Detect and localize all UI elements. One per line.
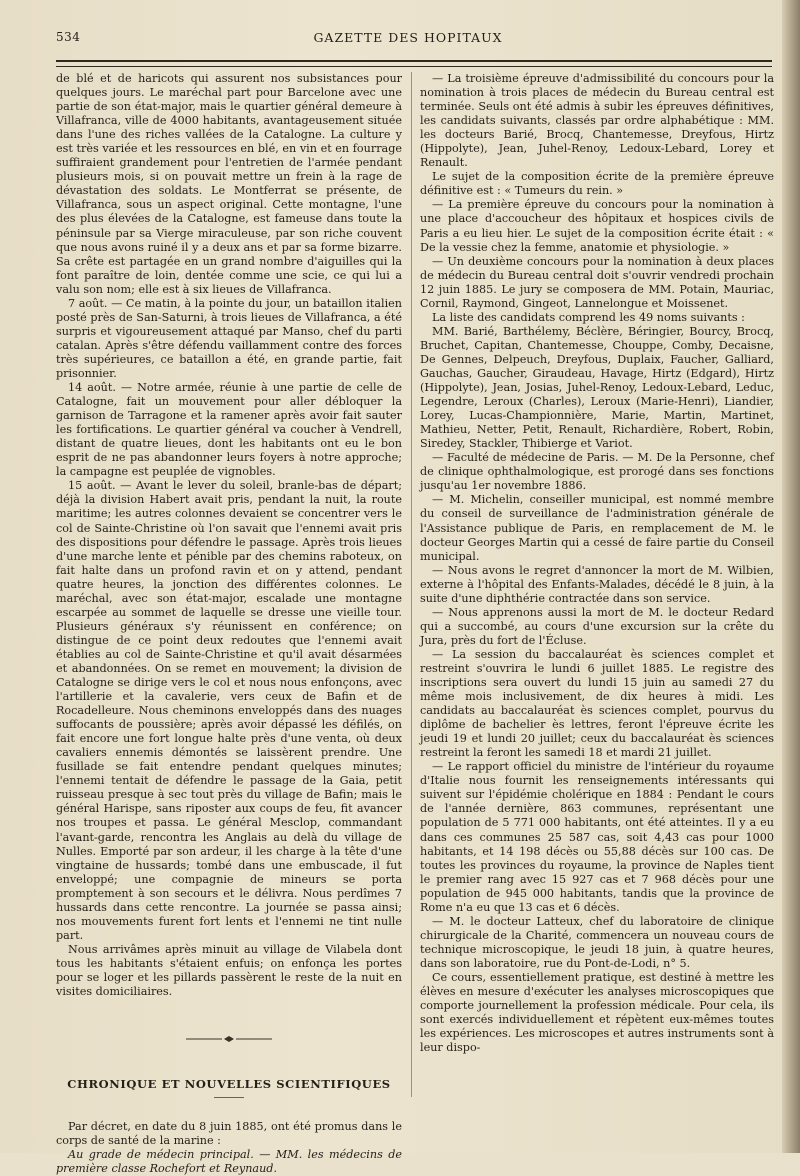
news-paragraph: Ce cours, essentiellement pratique, est destiné à mettre les élèves en mesure d'exécuter les analyses microscopiques que comporte journellement la profession médicale. Pour cela, ils sont exercés individuellement et répètent eux-mêmes toutes les expériences. Les microscopes et autres instruments sont à leur dispo- <box>420 971 774 1055</box>
candidate-list: MM. Barié, Barthélemy, Béclère, Béringier, Bourcy, Brocq, Bruchet, Capitan, Chantemesse, Chouppe, Comby, Decaisne, De Gennes, Delpeuch, Dreyfous, Duplaix, Faucher, Galliard, Gauchas, Gaucher, Giraudeau, Havage, Hirtz (Edgard), Hirtz (Hippolyte), Jean, Josias, Juhel-Renoy, Ledoux-Lebard, Leduc, Legendre, Leroux (Charles), Leroux (Marie-Henri), Liandier, Lorey, Lucas-Championnière, Marie, Martin, Martinet, Mathieu, Netter, Petit, Renault, Richardière, Robert, Robin, Siredey, Stackler, Thibierge et Variot. <box>420 324 774 451</box>
column-divider <box>411 72 412 1097</box>
news-paragraph: — La première épreuve du concours pour la nomination à une place d'accoucheur des hôpitaux et hospices civils de Paris a eu lieu hier. Le sujet de la composition écrite était : « De la vessie chez la femme, anatomie et physiologie. » <box>420 198 774 254</box>
section-title: CHRONIQUE ET NOUVELLES SCIENTIFIQUES <box>67 1077 391 1092</box>
news-paragraph: — M. le docteur Latteux, chef du laboratoire de clinique chirurgicale de la Charité, commencera un nouveau cours de technique microscopique, le jeudi 18 juin, à quatre heures, dans son laboratoire, rue du Pont-de-Lodi, n° 5. <box>420 914 774 970</box>
page-binding-edge <box>782 0 800 1153</box>
news-paragraph: — Le rapport officiel du ministre de l'intérieur du royaume d'Italie nous fournit les renseignements intéressants qui suivent sur l'épidémie cholérique en 1884 : Pendant le cours de l'année dernière, 863 communes, représentant une population de 5 771 000 habitants, ont été atteintes. Il y a eu dans ces communes 25 587 cas, soit 4,43 cas pour 1000 habitants, et 14 198 décès ou 55,88 décès sur 100 cas. De toutes les provinces du royaume, la province de Naples tient le premier rang avec 15 927 cas et 7 968 décès pour une population de 945 000 habitants, tandis que la province de Rome n'a eu que 13 cas et 6 décès. <box>420 760 774 914</box>
page-number: 534 <box>56 30 81 44</box>
news-paragraph: — Nous avons le regret d'annoncer la mort de M. Wilbien, externe à l'hôpital des Enfants-Malades, décédé le 8 juin, à la suite d'une diphthérie contractée dans son service. <box>420 563 774 605</box>
news-paragraph: — M. Michelin, conseiller municipal, est nommé membre du conseil de surveillance de l'administration générale de l'Assistance publique de Paris, en remplacement de M. le docteur Georges Martin qui a cessé de faire partie du Conseil municipal. <box>420 493 774 563</box>
news-paragraph: — Nous apprenons aussi la mort de M. le docteur Redard qui a succombé, au cours d'une excursion sur la crête du Jura, près du fort de l'Écluse. <box>420 605 774 647</box>
news-paragraph: La liste des candidats comprend les 49 noms suivants : <box>432 310 745 324</box>
promotion-paragraph: Au grade de médecin principal. — MM. les médecins de première classe Rochefort et Reynaud. <box>56 1148 402 1176</box>
news-paragraph: — La session du baccalauréat ès sciences complet et restreint s'ouvrira le lundi 6 juillet 1885. Le registre des inscriptions sera ouvert du lundi 15 juin au samedi 27 du même mois inclusivement, de dix heures à midi. Les candidats au baccalauréat ès sciences complet, pourvus du diplôme de bachelier ès lettres, feront l'épreuve écrite les jeudi 19 et lundi 20 juillet; ceux du baccalauréat ès sciences restreint la feront les samedi 18 et mardi 21 juillet. <box>420 647 774 760</box>
article-paragraph: 15 août. — Avant le lever du soleil, branle-bas de départ; déjà la division Habert avait pris, pendant la nuit, la route maritime; les autres colonnes devaient se concentrer vers le col de Sainte-Christine où l'on savait que l'ennemi avait pris des dispositions pour défendre le passage. Après trois lieues d'une marche lente et pénible par des chemins raboteux, on fait halte dans un profond ravin et on y attend, pendant quatre heures, la jonction des différentes colonnes. Le maréchal, avec son état-major, escalade une montagne escarpée au sommet de laquelle se dresse une vieille tour. Plusieurs généraux s'y réunissent en conférence; on distingue de ce point deux redoutes que l'ennemi avait établies au col de Sainte-Christine et qu'il avait désarmées et abandonnées. On se remet en mouvement; la division de Catalogne se dirige vers le col et nous nous enfonçons, avec l'artillerie et la cavalerie, vers ceux de Bafin et de Rocadelleure. Nous cheminons enveloppés dans des nuages suffocants de poussière; après avoir dépassé les défilés, on fait encore une fort longue halte près d'une venta, où deux cavaliers ennemis démontés se laissèrent prendre. Une fusillade se fait entendre pendant quelques minutes; l'ennemi tentait de défendre le passage de la Gaia, petit ruisseau presque à sec tout près du village de Bafin; mais le général Harispe, sans riposter aux coups de feu, fit avancer nos troupes et passa. Le général Mesclop, commandant l'avant-garde, rencontra les Anglais au delà du village de Nulles. Emporté par son ardeur, il les charge à la tête d'une vingtaine de hussards; tombé dans une embuscade, il fut enveloppé; une compagnie de mineurs se porta promptement à son secours et le délivra. Nous perdîmes 7 hussards dans cette rencontre. La journée se passa ainsi; nos mouvements furent fort lents et l'ennemi ne tint nulle part. <box>56 479 402 942</box>
news-paragraph: — Un deuxième concours pour la nomination à deux places de médecin du Bureau central doit s'ouvrir vendredi prochain 12 juin 1885. Le jury se composera de MM. Potain, Mauriac, Cornil, Raymond, Gingeot, Lannelongue et Moissenet. <box>420 254 774 310</box>
header-rule <box>56 60 772 67</box>
ornament-separator <box>184 1035 274 1043</box>
news-paragraph: — La troisième épreuve d'admissibilité du concours pour la nomination à trois places de médecin du Bureau central est terminée. Seuls ont été admis à subir les épreuves définitives, les candidats suivants, classés par ordre alphabétique : MM. les docteurs Barié, Brocq, Chantemesse, Dreyfous, Hirtz (Hippolyte), Jean, Juhel-Renoy, Ledoux-Lebard, Lorey et Renault. <box>420 72 774 170</box>
article-paragraph: 14 août. — Notre armée, réunie à une partie de celle de Catalogne, fait un mouvement pour aller débloquer la garnison de Tarragone et la ramener après avoir fait sauter les fortifications. Le quartier général va coucher à Vendrell, distant de quatre lieues, dont les habitants ont eu le bon esprit de ne pas abandonner leurs foyers à notre approche; la campagne est peuplée de vignobles. <box>56 381 402 479</box>
news-paragraph: Le sujet de la composition écrite de la première épreuve définitive est : « Tumeurs du rein. » <box>420 170 774 198</box>
article-paragraph: 7 août. — Ce matin, à la pointe du jour, un bataillon italien posté près de San-Saturni, à trois lieues de Villafranca, a été surpris et vigoureusement attaqué par Manso, chef du parti catalan. Après s'être défendu vaillamment contre des forces très supérieures, ce bataillon a été, en grande partie, fait prisonnier. <box>56 296 402 380</box>
news-paragraph: — Faculté de médecine de Paris. — M. De la Personne, chef de clinique ophthalmologique, est prorogé dans ses fonctions jusqu'au 1er novembre 1886. <box>420 451 774 493</box>
article-paragraph: Nous arrivâmes après minuit au village de Vilabela dont tous les habitants s'étaient enfuis; on enfonça les portes pour se loger et les pillards passèrent le reste de la nuit en visites domiciliaires. <box>56 942 402 999</box>
left-column <box>56 72 402 1176</box>
section-rule <box>214 1097 244 1098</box>
article-paragraph: de blé et de haricots qui assurent nos subsistances pour quelques jours. Le maréchal part pour Barcelone avec une partie de son état-major, mais le quartier général demeure à Villafranca, ville de 4000 habitants, avantageusement située dans l'une des riches vallées de la Catalogne. La culture y est très variée et les ressources en blé, en vin et en fourrage suffiraient grandement pour l'entretien de l'armée pendant plusieurs mois, si on pouvait mettre un frein à la rage de dévastation des soldats. Le Montferrat se présente, de Villafranca, sous un aspect original. Cette montagne, l'une des plus élevées de la Catalogne, est fameuse dans toute la péninsule par sa Vierge miraculeuse, par son riche couvent que nous avons ruiné il y a deux ans et par sa forme bizarre. Sa crête est partagée en un grand nombre d'aiguilles qui la font paraître de loin, dentée comme une scie, ce qui lui a valu son nom; elle est à six lieues de Villafranca. <box>56 72 402 296</box>
page-header <box>56 30 760 50</box>
decree-paragraph: Par décret, en date du 8 juin 1885, ont été promus dans le corps de santé de la marine : <box>56 1120 402 1148</box>
right-column <box>420 72 774 1055</box>
journal-title: GAZETTE DES HOPITAUX <box>313 30 503 45</box>
